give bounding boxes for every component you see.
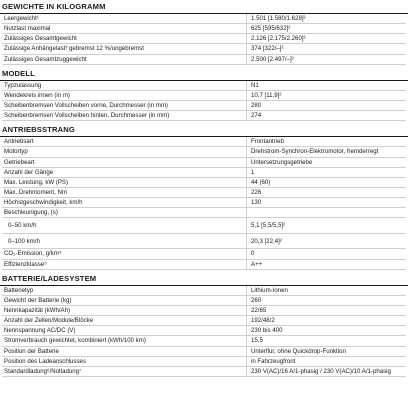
table-row bbox=[2, 208, 406, 218]
table-row bbox=[2, 81, 406, 91]
table-row bbox=[2, 305, 406, 315]
row-value: 230 V(AC)/16 A/1-phasig / 230 V(AC)/10 A/1-phasig bbox=[247, 366, 407, 376]
row-value: N1 bbox=[247, 81, 407, 91]
section-title: GEWICHTE IN KILOGRAMM bbox=[0, 0, 408, 14]
row-label: Beschleunigung, (s) bbox=[2, 208, 247, 218]
row-label: Position der Batterie bbox=[2, 346, 247, 356]
row-label: Gewicht der Batterie (kg) bbox=[2, 295, 247, 305]
row-value: 260 bbox=[247, 295, 407, 305]
row-label: Zulässiges Gesamtzuggewicht bbox=[2, 54, 247, 64]
table-row bbox=[2, 326, 406, 336]
row-label: Typzulassung bbox=[2, 81, 247, 91]
row-value: 22/65 bbox=[247, 305, 407, 315]
row-label: Max. Leistung, kW (PS) bbox=[2, 177, 247, 187]
row-value: Unterflur, ohne Quickdrop-Funktion bbox=[247, 346, 407, 356]
table-row bbox=[2, 366, 406, 376]
table-row bbox=[2, 34, 406, 44]
row-label: Zulässige Anhängelast³ gebremst 12 %/ungebremst bbox=[2, 44, 247, 54]
row-value: 5,1 [5,5/5,5]² bbox=[247, 218, 407, 234]
row-label: Höchstgeschwindigkeit, km/h bbox=[2, 198, 247, 208]
row-value: 374 [322/–]² bbox=[247, 44, 407, 54]
row-value: 230 bis 400 bbox=[247, 326, 407, 336]
row-value: 0 bbox=[247, 249, 407, 259]
row-label: Motortyp bbox=[2, 147, 247, 157]
row-value: in Fahrzeugfront bbox=[247, 356, 407, 366]
row-value: Drehstrom-Synchron-Elektromotor, fremderregt bbox=[247, 147, 407, 157]
row-label: Nutzlast maximal bbox=[2, 24, 247, 34]
table-row bbox=[2, 198, 406, 208]
row-value: 1 bbox=[247, 167, 407, 177]
row-label: Nennkapazität (kWh/Ah) bbox=[2, 305, 247, 315]
spec-table bbox=[2, 81, 406, 122]
row-label: Position des Ladeanschlusses bbox=[2, 356, 247, 366]
row-value: 625 [595/632]² bbox=[247, 24, 407, 34]
table-row bbox=[2, 157, 406, 167]
row-value: 44 (60) bbox=[247, 177, 407, 187]
row-value: Untersetzungsgetriebe bbox=[247, 157, 407, 167]
row-label: 0–100 km/h bbox=[2, 233, 247, 249]
row-label: Zulässiges Gesamtgewicht bbox=[2, 34, 247, 44]
section-title: BATTERIE/LADESYSTEM bbox=[0, 272, 408, 286]
table-row bbox=[2, 111, 406, 121]
table-row bbox=[2, 90, 406, 100]
table-row bbox=[2, 54, 406, 64]
row-value: A++ bbox=[247, 259, 407, 269]
table-row bbox=[2, 346, 406, 356]
row-label: Getriebeart bbox=[2, 157, 247, 167]
table-row bbox=[2, 295, 406, 305]
row-value: 274 bbox=[247, 111, 407, 121]
table-row bbox=[2, 44, 406, 54]
table-row bbox=[2, 336, 406, 346]
row-label: Nennspannung AC/DC (V) bbox=[2, 326, 247, 336]
table-row bbox=[2, 24, 406, 34]
row-label: Antriebsart bbox=[2, 137, 247, 147]
table-row bbox=[2, 218, 406, 234]
row-value: Lithium-Ionen bbox=[247, 286, 407, 296]
row-value: 226 bbox=[247, 187, 407, 197]
table-row bbox=[2, 167, 406, 177]
row-value: 10,7 [11,9]² bbox=[247, 90, 407, 100]
row-label: Wendekreis innen (in m) bbox=[2, 90, 247, 100]
row-label: Scheibenbremsen Vollscheiben vorne, Durchmesser (in mm) bbox=[2, 100, 247, 110]
table-row bbox=[2, 316, 406, 326]
row-label: Leergewicht¹ bbox=[2, 14, 247, 24]
spec-table bbox=[2, 14, 406, 65]
table-row bbox=[2, 137, 406, 147]
table-row bbox=[2, 249, 406, 259]
table-row bbox=[2, 187, 406, 197]
spec-table bbox=[2, 286, 406, 377]
table-row bbox=[2, 147, 406, 157]
table-row bbox=[2, 286, 406, 296]
spec-table bbox=[2, 137, 406, 269]
row-value: 20,3 [22,4]² bbox=[247, 233, 407, 249]
table-row bbox=[2, 233, 406, 249]
table-row bbox=[2, 259, 406, 269]
row-value: Frontantrieb bbox=[247, 137, 407, 147]
row-label: Stromverbrauch gewichtet, kombiniert (kWh/100 km) bbox=[2, 336, 247, 346]
row-value: 280 bbox=[247, 100, 407, 110]
row-value: 15,5 bbox=[247, 336, 407, 346]
row-value bbox=[247, 208, 407, 218]
table-row bbox=[2, 356, 406, 366]
table-row bbox=[2, 100, 406, 110]
row-value: 130 bbox=[247, 198, 407, 208]
row-label: Anzahl der Gänge bbox=[2, 167, 247, 177]
row-label: Effizienzklasse⁵ bbox=[2, 259, 247, 269]
row-value: 2.126 [2.175/2.260]² bbox=[247, 34, 407, 44]
row-value: 2.500 [2.497/–]² bbox=[247, 54, 407, 64]
table-row bbox=[2, 14, 406, 24]
row-label: Anzahl der Zellen/Module/Blöcke bbox=[2, 316, 247, 326]
row-label: Batterietyp bbox=[2, 286, 247, 296]
row-label: CO₂-Emission, g/km⁴ bbox=[2, 249, 247, 259]
section-title: ANTRIEBSSTRANG bbox=[0, 123, 408, 137]
row-value: 192/48/2 bbox=[247, 316, 407, 326]
row-label: Standardladung⁶/Notladung⁷ bbox=[2, 366, 247, 376]
row-label: 0–50 km/h bbox=[2, 218, 247, 234]
section-title: MODELL bbox=[0, 67, 408, 81]
row-label: Max. Drehmoment, Nm bbox=[2, 187, 247, 197]
row-value: 1.501 [1.580/1.628]² bbox=[247, 14, 407, 24]
row-label: Scheibenbremsen Vollscheiben hinten, Durchmesser (in mm) bbox=[2, 111, 247, 121]
table-row bbox=[2, 177, 406, 187]
